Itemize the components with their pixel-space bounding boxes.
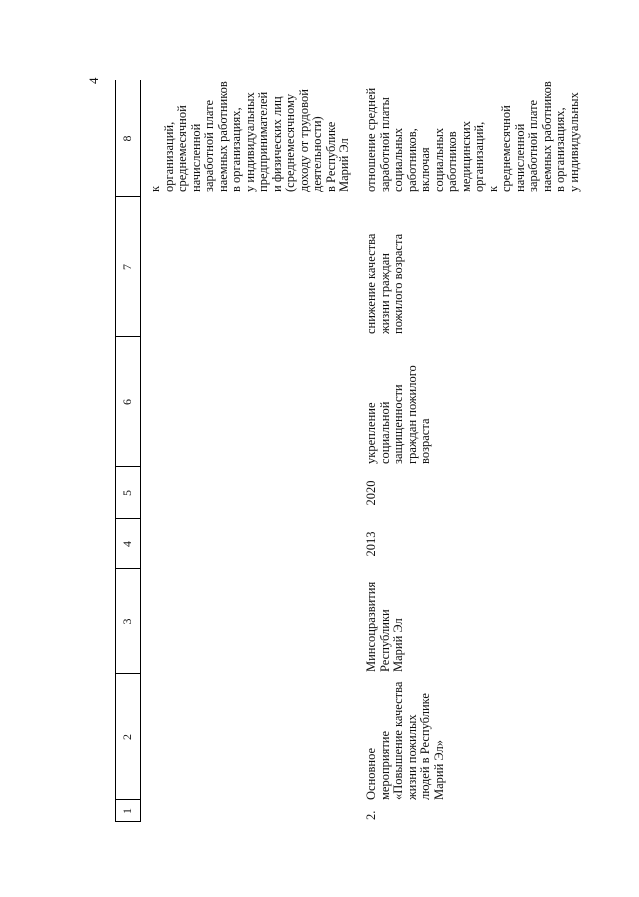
header-col-7: 7 — [120, 264, 134, 270]
header-col-1: 1 — [120, 808, 134, 814]
activity-name: Основное мероприятие «Повышение качества жизни пожилых людей в Республике Марий Эл» — [364, 681, 446, 800]
header-col-6: 6 — [120, 399, 134, 405]
related-indicator: отношение средней заработной платы социальных работников, включая социальных работников медицинских организаций, к среднемесячной начисленной заработной плате наемных работников в организациях, у индивидуальных — [364, 81, 581, 192]
start-year: 2013 — [364, 531, 378, 557]
executor: Минсоцразвития Республики Марий Эл — [364, 581, 405, 672]
header-col-4: 4 — [120, 541, 134, 547]
expected-result: укрепление социальной защищенности граждан пожилого возраста — [364, 365, 432, 464]
non-implementation-consequences: снижение качества жизни граждан пожилого возраста — [364, 233, 405, 334]
end-year: 2020 — [364, 480, 378, 506]
table-header-row — [115, 80, 141, 822]
row-number: 2. — [364, 810, 378, 820]
page-number: 4 — [86, 77, 101, 84]
header-col-2: 2 — [120, 734, 134, 740]
continued-indicator-text: к организаций, среднемесячной начисленной заработной плате наемных работников в организациях, у индивидуальных предпринимателей и физических лиц (среднемесячному доходу от трудовой деятельности) в Республике Марий Эл — [148, 81, 351, 192]
header-col-5: 5 — [120, 490, 134, 496]
header-col-8: 8 — [120, 135, 134, 142]
header-col-3: 3 — [120, 618, 134, 625]
program-table — [115, 80, 585, 822]
